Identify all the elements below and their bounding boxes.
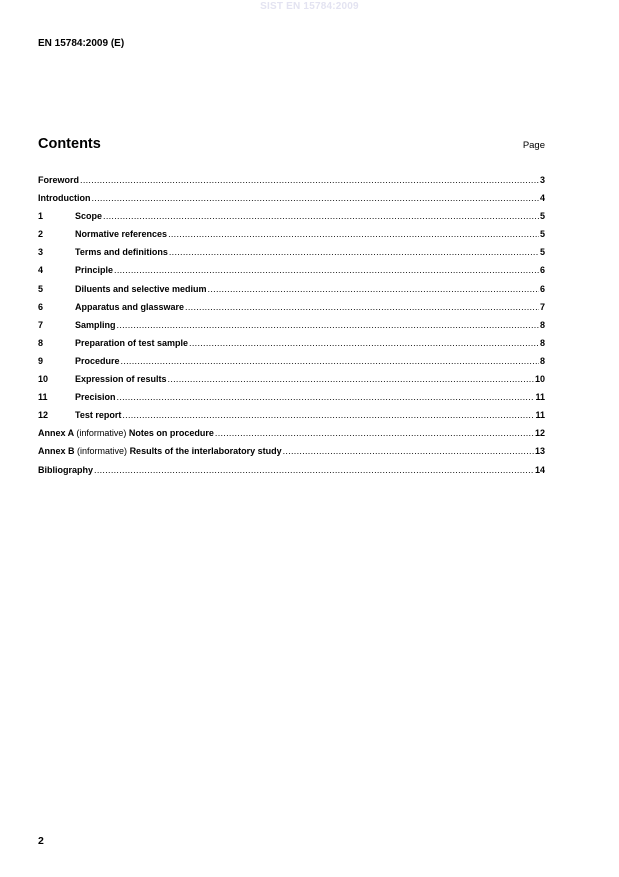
- toc-entry-page: 6: [539, 265, 545, 276]
- toc-entry-page: 11: [535, 392, 545, 403]
- toc-entry-title: Principle: [75, 265, 114, 276]
- toc-entry-annex-a[interactable]: [38, 428, 545, 446]
- toc-leader: [121, 410, 534, 420]
- toc-entry-title: Normative references: [75, 229, 168, 240]
- toc-entry-title: Precision: [75, 392, 116, 403]
- toc-leader: [184, 302, 539, 312]
- toc-leader: [282, 446, 534, 456]
- toc-entry-terms-and-definitions[interactable]: [38, 247, 545, 265]
- toc-entry-number: 11: [38, 392, 48, 403]
- toc-entry-title: Preparation of test sample: [75, 337, 189, 348]
- toc-entry-title: Apparatus and glassware: [75, 301, 185, 312]
- toc-entry-page: 13: [534, 446, 545, 457]
- toc-entry-diluents[interactable]: [38, 284, 545, 302]
- toc-entry-title: Terms and definitions: [75, 247, 168, 258]
- toc-entry-preparation[interactable]: [38, 338, 545, 356]
- toc-entry-title: Bibliography: [38, 464, 94, 475]
- toc-entry-page: 5: [539, 211, 545, 222]
- toc-entry-number: 2: [38, 229, 44, 240]
- toc-entry-number: 1: [38, 211, 44, 222]
- toc-entry-annex-b[interactable]: [38, 446, 545, 464]
- toc-entry-page: 8: [539, 337, 545, 348]
- toc-entry-introduction[interactable]: [38, 193, 545, 211]
- toc-leader: [116, 392, 535, 402]
- toc-annex-type: (informative): [76, 428, 127, 439]
- toc-entry-bibliography[interactable]: [38, 465, 545, 483]
- toc-entry-page: 8: [539, 319, 545, 330]
- page-number: 2: [38, 835, 44, 847]
- toc-entry-number: 10: [38, 374, 49, 385]
- toc-entry-principle[interactable]: [38, 265, 545, 283]
- toc-entry-page: 5: [539, 247, 545, 258]
- toc-leader: [167, 374, 534, 384]
- toc-entry-page: 7: [539, 301, 545, 312]
- toc-entry-title: Expression of results: [75, 374, 167, 385]
- toc-leader: [167, 229, 539, 239]
- toc-annex-title: Notes on procedure: [128, 428, 214, 439]
- toc-annex-label: Annex B: [38, 446, 75, 457]
- toc-entry-page: 6: [539, 283, 545, 294]
- toc-leader: [91, 193, 539, 203]
- toc-entry-foreword[interactable]: [38, 175, 545, 193]
- toc-annex-heading: [38, 428, 214, 438]
- toc-entry-page: 11: [535, 410, 545, 421]
- toc-entry-expression-of-results[interactable]: [38, 374, 545, 392]
- toc-entry-page: 5: [539, 229, 545, 240]
- toc-entry-precision[interactable]: [38, 392, 545, 410]
- toc-entry-page: 10: [534, 374, 545, 385]
- toc-annex-title: Results of the interlaboratory study: [129, 446, 282, 457]
- toc-leader: [188, 338, 539, 348]
- toc-entry-scope[interactable]: [38, 211, 545, 229]
- toc-leader: [113, 265, 539, 275]
- toc-annex-type: (informative): [77, 446, 128, 457]
- toc-entry-title: Diluents and selective medium: [75, 283, 207, 294]
- toc-entry-page: 14: [534, 464, 545, 475]
- toc-entry-apparatus[interactable]: [38, 302, 545, 320]
- toc-entry-title: Sampling: [75, 319, 116, 330]
- toc-entry-number: 7: [38, 319, 44, 330]
- toc-entry-title: Foreword: [38, 175, 80, 185]
- toc-leader: [120, 356, 539, 366]
- contents-title: Contents: [38, 136, 101, 152]
- toc-entry-test-report[interactable]: [38, 410, 545, 428]
- page-column-label: Page: [522, 140, 545, 151]
- toc-entry-page: 8: [539, 355, 545, 366]
- toc-entry-title: Test report: [75, 410, 122, 421]
- toc-entry-title: Scope: [75, 211, 103, 222]
- document-id: EN 15784:2009 (E): [38, 38, 125, 49]
- table-of-contents: [38, 175, 545, 483]
- toc-leader: [207, 284, 539, 294]
- toc-entry-procedure[interactable]: [38, 356, 545, 374]
- toc-leader: [116, 320, 539, 330]
- toc-annex-label: Annex A: [38, 428, 74, 439]
- toc-entry-sampling[interactable]: [38, 320, 545, 338]
- toc-entry-number: 3: [38, 247, 44, 258]
- toc-leader: [214, 428, 534, 438]
- toc-entry-page: 4: [539, 193, 545, 204]
- toc-entry-number: 12: [38, 410, 49, 421]
- toc-entry-title: Introduction: [38, 193, 91, 204]
- toc-entry-title: Procedure: [75, 355, 120, 366]
- toc-entry-number: 8: [38, 337, 44, 348]
- toc-entry-number: 4: [38, 265, 44, 276]
- toc-entry-page: 3: [539, 175, 545, 185]
- toc-annex-heading: [38, 446, 282, 456]
- toc-entry-normative-references[interactable]: [38, 229, 545, 247]
- toc-entry-number: 9: [38, 355, 44, 366]
- toc-leader: [79, 175, 539, 185]
- toc-leader: [168, 247, 539, 257]
- toc-entry-number: 6: [38, 301, 44, 312]
- toc-entry-page: 12: [534, 428, 545, 439]
- toc-entry-number: 5: [38, 283, 44, 294]
- watermark: SIST EN 15784:2009: [260, 1, 359, 12]
- toc-leader: [102, 211, 539, 221]
- toc-leader: [93, 465, 534, 475]
